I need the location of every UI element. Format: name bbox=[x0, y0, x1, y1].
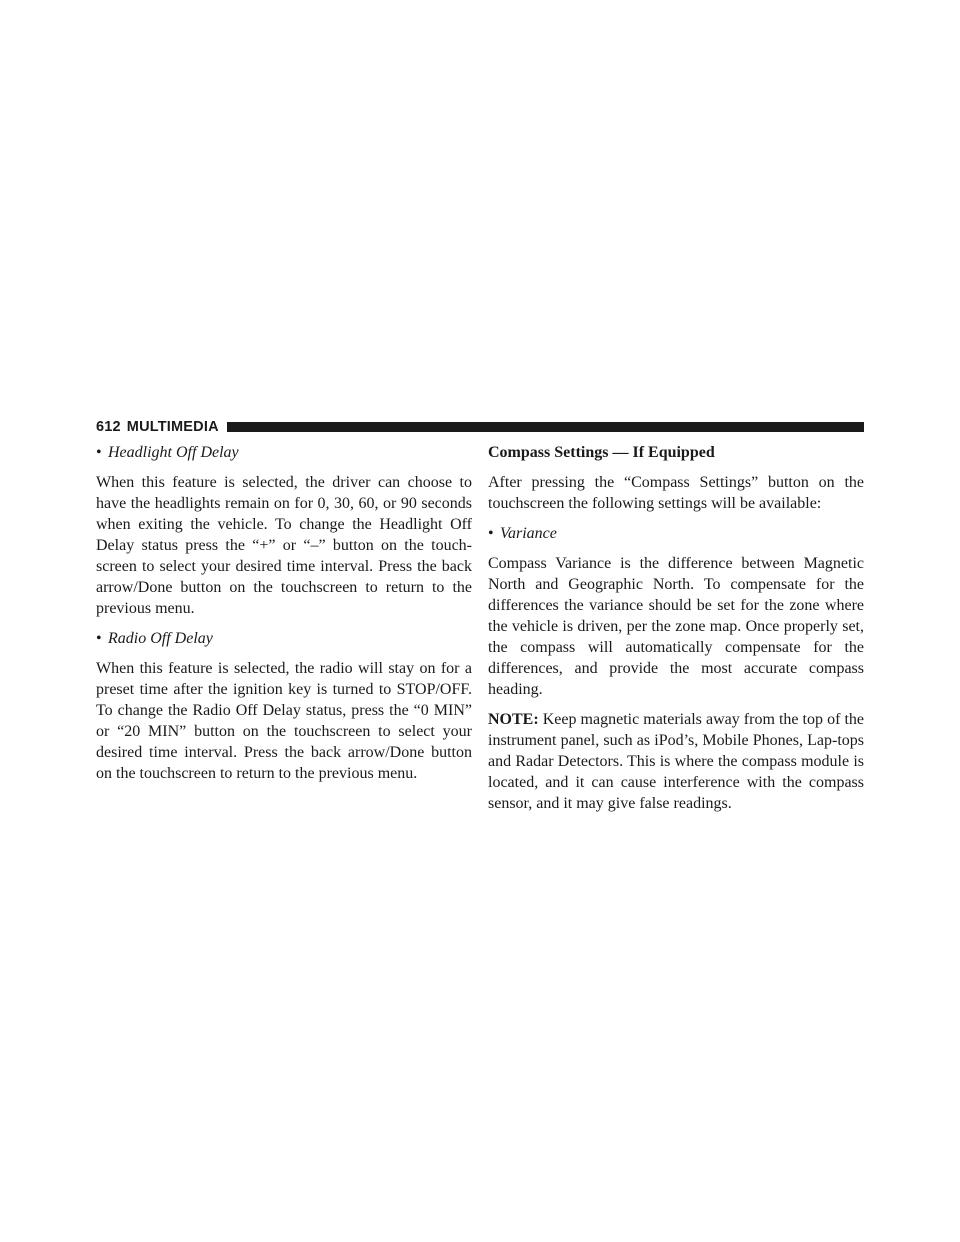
page-header bbox=[96, 418, 864, 436]
bullet-icon: • bbox=[96, 444, 102, 461]
bullet-label: Headlight Off Delay bbox=[108, 444, 239, 461]
header-rule bbox=[227, 422, 864, 432]
note-text: Keep magnetic materials away from the top of the instrument panel, such as iPod’s, Mobile Phones, Lap-tops and Radar Detectors. This is where the compass module is located, and it can cause interference with the compass sensor, and it may give false readings. bbox=[488, 711, 864, 812]
section-title: MULTIMEDIA bbox=[126, 419, 219, 435]
bullet-variance bbox=[488, 523, 864, 544]
paragraph-radio-off-delay: When this feature is selected, the radio will stay on for a preset time after the ignition key is turned to STOP/OFF. To change the Radio Off Delay status, press the “0 MIN” or “20 MIN” button on the touchscreen to select your desired time interval. Press the back arrow/Done button on the touchscreen to return to the previous menu. bbox=[96, 660, 472, 782]
right-column bbox=[488, 442, 864, 823]
bullet-headlight-off-delay bbox=[96, 442, 472, 463]
paragraph-variance: Compass Variance is the difference between Magnetic North and Geographic North. To compensate for the differences the variance should be set for the zone where the vehicle is driven, per the zone map. Once properly set, the compass will automatically compensate for the differences, and provide the most accurate compass heading. bbox=[488, 555, 864, 698]
paragraph-compass-intro: After pressing the “Compass Settings” button on the touchscreen the following settings will be available: bbox=[488, 474, 864, 512]
left-column bbox=[96, 442, 472, 793]
note-label: NOTE: bbox=[488, 711, 539, 728]
bullet-label: Radio Off Delay bbox=[108, 630, 213, 647]
heading-compass-settings: Compass Settings — If Equipped bbox=[488, 444, 715, 461]
page-number: 612 bbox=[96, 419, 121, 435]
bullet-icon: • bbox=[96, 630, 102, 647]
paragraph-headlight-off-delay: When this feature is selected, the driver can choose to have the headlights remain on for 0, 30, 60, or 90 seconds when exiting the vehicle. To change the Headlight Off Delay status press the “+” or “–” button on the touch-screen to select your desired time interval. Press the back arrow/Done button on the touchscreen to return to the previous menu. bbox=[96, 474, 472, 617]
bullet-label: Variance bbox=[500, 525, 557, 542]
bullet-icon: • bbox=[488, 525, 494, 542]
note-paragraph bbox=[488, 709, 864, 814]
bullet-radio-off-delay bbox=[96, 628, 472, 649]
